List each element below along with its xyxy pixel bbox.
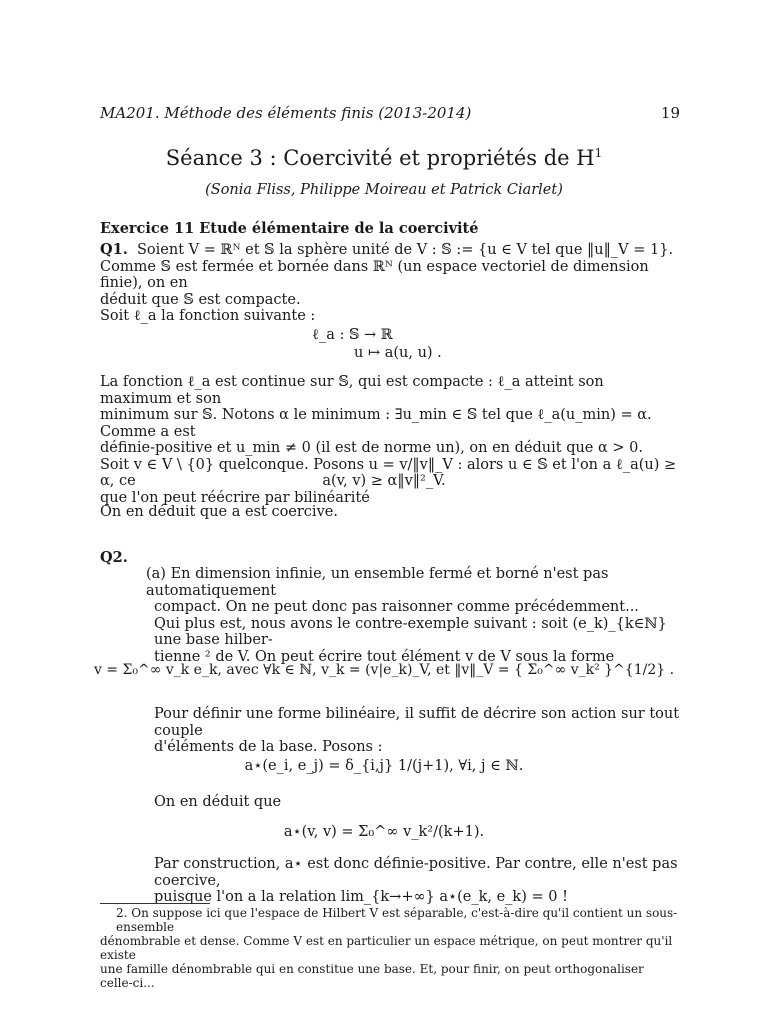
q1-line: Soit v ∈ V \ {0} quelconque. Posons u = v/‖v‖_V : alors u ∈ 𝕊 et l'on a ℓ_a(u) ≥ α, ce <box>100 456 677 489</box>
q1-line: Soit ℓ_a la fonction suivante : <box>100 308 316 324</box>
q2-part-b <box>146 706 680 756</box>
q1-line: définie-positive et u_min ≠ 0 (il est de norme un), on en déduit que α > 0. <box>100 440 643 456</box>
equation-la <box>312 326 442 362</box>
exercise-heading: Exercice 11 Etude élémentaire de la coercivité <box>100 220 479 237</box>
q1-label: Q1. <box>100 241 128 258</box>
equation-quadratic-form: a⋆(v, v) = Σ₀^∞ v_k²/(k+1). <box>283 824 485 840</box>
footnote-rule <box>100 903 210 904</box>
equation-decomposition: v = Σ₀^∞ v_k e_k, avec ∀k ∈ ℕ, v_k = (v|e_k)_V, et ‖v‖_V = { Σ₀^∞ v_k² }^{1/2} . <box>93 662 675 678</box>
q1-line: minimum sur 𝕊. Notons α le minimum : ∃u_min ∈ 𝕊 tel que ℓ_a(u_min) = α. Comme a est <box>100 407 652 440</box>
q1-line: déduit que 𝕊 est compacte. <box>100 291 301 308</box>
q2-line: d'éléments de la base. Posons : <box>154 739 383 755</box>
q1-conclusion: On en déduit que a est coercive. <box>100 504 338 520</box>
q2-line: compact. On ne peut donc pas raisonner comme précédemment... <box>154 599 639 615</box>
title-text: Séance 3 : Coercivité et propriétés de H <box>165 146 595 170</box>
equation-line: ℓ_a : 𝕊 → ℝ <box>312 327 393 343</box>
page-number: 19 <box>660 104 680 122</box>
footnote-line: 2. On suppose ici que l'espace de Hilbert V est séparable, c'est-à-dire qu'il contient un sous-ensemble <box>116 906 678 934</box>
q2-part-c <box>146 794 680 811</box>
footnote-line: une famille dénombrable qui en constitue une base. Et, pour finir, on peut orthogonaliser celle-ci... <box>100 962 644 990</box>
q2-line: On en déduit que <box>154 794 282 810</box>
footnote <box>100 906 680 990</box>
q1-line: que l'on peut réécrire par bilinéarité <box>100 489 370 506</box>
q1-paragraph-1 <box>100 242 680 325</box>
q2-line: puisque l'on a la relation lim_{k→+∞} a⋆(e_k, e_k) = 0 ! <box>154 889 568 905</box>
page-title <box>0 146 768 170</box>
footnote-line: dénombrable et dense. Comme V est en particulier un espace métrique, on peut montrer qu'il existe <box>100 934 673 962</box>
q2-part-d <box>146 856 680 906</box>
title-superscript: 1 <box>594 146 603 160</box>
q2-line: tienne ² de V. On peut écrire tout élément v de V sous la forme <box>154 648 615 665</box>
q2-label: Q2. <box>100 549 128 566</box>
equation-coercivity: a(v, v) ≥ α‖v‖²_V. <box>322 473 446 489</box>
q1-line: Comme 𝕊 est fermée et bornée dans ℝᴺ (un espace vectoriel de dimension finie), on en <box>100 258 649 291</box>
q1-line: La fonction ℓ_a est continue sur 𝕊, qui est compacte : ℓ_a atteint son maximum et son <box>100 374 604 407</box>
equation-bilinear-form: a⋆(e_i, e_j) = δ_{i,j} 1/(j+1), ∀i, j ∈ ℕ. <box>244 758 524 774</box>
q2-line: Par construction, a⋆ est donc définie-positive. Par contre, elle n'est pas coercive, <box>154 856 678 889</box>
q2-line: (a) En dimension infinie, un ensemble fermé et borné n'est pas automatiquement <box>146 566 609 599</box>
q1-line: Soient V = ℝᴺ et 𝕊 la sphère unité de V : 𝕊 := {u ∈ V tel que ‖u‖_V = 1}. <box>137 242 674 258</box>
running-header-title: MA201. Méthode des éléments finis (2013-2014) <box>100 104 472 122</box>
q2-line: Pour définir une forme bilinéaire, il suffit de décrire son action sur tout couple <box>154 706 680 739</box>
q2-line: Qui plus est, nous avons le contre-exemple suivant : soit (e_k)_{k∈ℕ} une base hilber- <box>154 615 667 648</box>
authors: (Sonia Fliss, Philippe Moireau et Patrick Ciarlet) <box>205 182 563 198</box>
q2-part-a <box>146 566 680 665</box>
equation-line: u ↦ a(u, u) . <box>354 345 442 361</box>
